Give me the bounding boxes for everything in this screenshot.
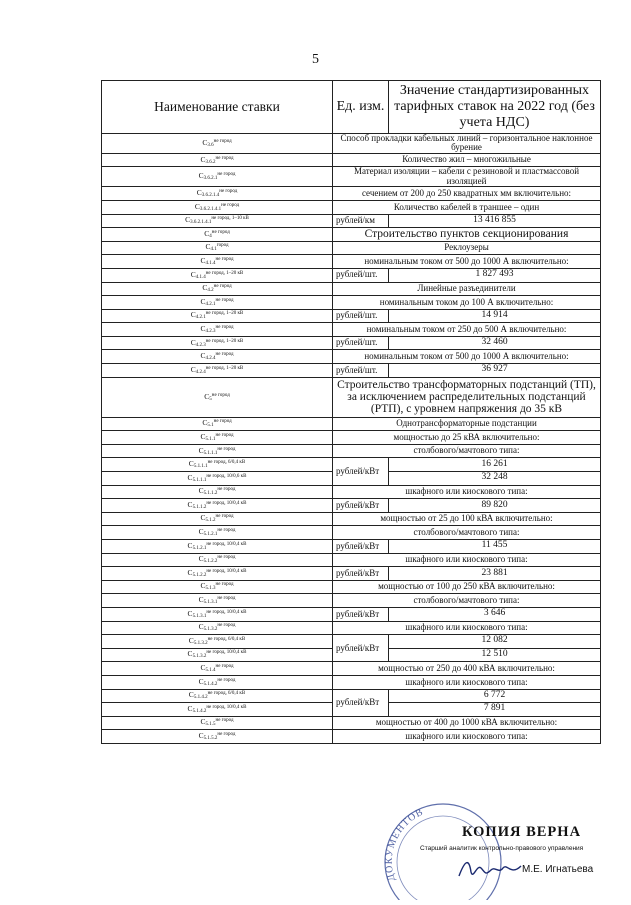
table-row bbox=[102, 458, 601, 472]
rate-value: 12 082 bbox=[389, 635, 601, 649]
rate-code-base: C bbox=[202, 418, 208, 428]
rate-code bbox=[102, 607, 333, 621]
rate-code-base: C bbox=[187, 567, 193, 577]
rate-code bbox=[102, 648, 333, 662]
rate-code-qualifier: не город bbox=[215, 718, 234, 724]
rate-code bbox=[102, 567, 333, 581]
rate-unit: рублей/шт. bbox=[333, 309, 389, 323]
table-row bbox=[102, 526, 601, 540]
rate-unit: рублей/кВт bbox=[333, 689, 389, 716]
rate-code-index: 3.6.2 bbox=[205, 159, 216, 165]
table-row bbox=[102, 153, 601, 167]
rate-code-index: 4 bbox=[209, 233, 212, 239]
rate-code-index: 5.1.4.2 bbox=[192, 708, 207, 714]
rate-code-qualifier: не город, 6/0,4 кВ bbox=[207, 460, 246, 466]
rate-code-qualifier: не город bbox=[217, 172, 236, 178]
table-row bbox=[102, 444, 601, 458]
rate-unit: рублей/шт. bbox=[333, 336, 389, 350]
rate-unit: рублей/км bbox=[333, 214, 389, 228]
rate-code-qualifier: не город, 10/0,4 кВ bbox=[206, 500, 247, 506]
rate-unit: рублей/шт. bbox=[333, 268, 389, 282]
rate-code-index: 4.2.1 bbox=[195, 315, 206, 321]
table-row bbox=[102, 187, 601, 201]
rate-code-index: 5.1.4.2 bbox=[203, 681, 218, 687]
rate-code-base: C bbox=[187, 472, 193, 482]
rate-value: 16 261 bbox=[389, 458, 601, 472]
rate-description: мощностью до 25 кВА включительно: bbox=[333, 431, 601, 445]
rate-code-qualifier: не город bbox=[217, 731, 236, 737]
rate-description: Реклоузеры bbox=[333, 241, 601, 255]
table-row bbox=[102, 200, 601, 214]
rate-code-index: 5.1.3 bbox=[205, 586, 216, 592]
rate-code-base: C bbox=[188, 635, 194, 645]
rate-code-qualifier: не город, 10/0,6 кВ bbox=[206, 473, 247, 479]
rate-code-index: 5 bbox=[209, 396, 212, 402]
rate-code bbox=[102, 214, 333, 228]
rate-code bbox=[102, 228, 333, 242]
copy-stamp-role: Старший аналитик контрольно-правового управления bbox=[420, 845, 584, 852]
table-row bbox=[102, 336, 601, 350]
rate-description: сечением от 200 до 250 квадратных мм включительно: bbox=[333, 187, 601, 201]
rate-code bbox=[102, 282, 333, 296]
rate-code-qualifier: не город, 1–20 кВ bbox=[205, 311, 244, 317]
rate-description: столбового/мачтового типа: bbox=[333, 526, 601, 540]
rate-description: мощностью от 400 до 1000 кВА включительно: bbox=[333, 716, 601, 730]
rate-description: шкафного или киоскового типа: bbox=[333, 621, 601, 635]
rate-code-index: 5.1.3.2 bbox=[193, 640, 208, 646]
rate-code-index: 3.6.2.1.4.1 bbox=[199, 206, 222, 212]
rate-code bbox=[102, 268, 333, 282]
table-row bbox=[102, 214, 601, 228]
rate-code-base: C bbox=[187, 703, 193, 713]
table-row bbox=[102, 621, 601, 635]
table-row bbox=[102, 689, 601, 703]
rate-code-index: 5.1.4.2 bbox=[193, 695, 208, 701]
rate-value: 14 914 bbox=[389, 309, 601, 323]
rate-code-index: 4.1 bbox=[210, 247, 217, 253]
rate-code-index: 5.1.4 bbox=[205, 668, 216, 674]
rate-code bbox=[102, 364, 333, 378]
rate-code bbox=[102, 431, 333, 445]
rate-unit: рублей/кВт bbox=[333, 635, 389, 662]
rate-code bbox=[102, 458, 333, 472]
rate-value: 3 646 bbox=[389, 607, 601, 621]
rate-code-base: C bbox=[202, 283, 208, 293]
rate-code bbox=[102, 512, 333, 526]
rate-value: 23 881 bbox=[389, 567, 601, 581]
rate-code bbox=[102, 635, 333, 649]
rate-description: номинальным током от 500 до 1000 А включительно: bbox=[333, 350, 601, 364]
rate-code-base: C bbox=[204, 391, 210, 401]
rate-code-qualifier: не город, 1–20 кВ bbox=[205, 338, 244, 344]
rate-code-qualifier: не город, 10/0,4 кВ bbox=[206, 568, 247, 574]
table-row bbox=[102, 167, 601, 187]
rate-description: номинальным током до 100 А включительно: bbox=[333, 296, 601, 310]
rate-code-base: C bbox=[205, 242, 211, 252]
rate-unit: рублей/кВт bbox=[333, 458, 389, 485]
table-row bbox=[102, 540, 601, 554]
rate-code bbox=[102, 540, 333, 554]
rate-code-index: 5.1.2.1 bbox=[192, 545, 207, 551]
rate-code-base: C bbox=[200, 581, 206, 591]
table-row bbox=[102, 594, 601, 608]
rate-code-qualifier: не город, 1–10 кВ bbox=[211, 216, 249, 222]
rate-code-qualifier: не город, 6/0,4 кВ bbox=[207, 691, 246, 697]
table-row bbox=[102, 255, 601, 269]
rate-value: 32 460 bbox=[389, 336, 601, 350]
rate-code-base: C bbox=[200, 431, 206, 441]
rate-unit: рублей/кВт bbox=[333, 567, 389, 581]
table-row bbox=[102, 635, 601, 649]
rate-code-base: C bbox=[200, 717, 206, 727]
rate-code-qualifier: не город bbox=[217, 446, 236, 452]
rate-code-base: C bbox=[200, 351, 206, 361]
rate-code-qualifier: не город bbox=[211, 229, 230, 235]
rate-code bbox=[102, 167, 333, 187]
rate-code-index: 4.2.3 bbox=[195, 342, 206, 348]
rate-code bbox=[102, 134, 333, 154]
rate-code-index: 4.1.4 bbox=[205, 260, 216, 266]
rate-code-base: C bbox=[200, 296, 206, 306]
rate-code-index: 5.1.2.1 bbox=[203, 532, 218, 538]
rate-code bbox=[102, 526, 333, 540]
rate-code bbox=[102, 153, 333, 167]
rate-code bbox=[102, 323, 333, 337]
rate-code-qualifier: не город bbox=[213, 284, 232, 290]
copy-stamp-signatory: М.Е. Игнатьева bbox=[522, 864, 594, 875]
rate-value: 13 416 855 bbox=[389, 214, 601, 228]
rate-code-qualifier: не город bbox=[217, 623, 236, 629]
rate-code-qualifier: не город bbox=[219, 189, 238, 195]
rate-code-index: 5.1.5 bbox=[205, 722, 216, 728]
rate-code-base: C bbox=[200, 663, 206, 673]
rate-code-base: C bbox=[198, 171, 204, 181]
rate-code-base: C bbox=[190, 269, 196, 279]
rate-code-base: C bbox=[198, 676, 204, 686]
rate-code bbox=[102, 444, 333, 458]
table-row bbox=[102, 323, 601, 337]
rate-description: столбового/мачтового типа: bbox=[333, 444, 601, 458]
rate-code-index: 5.1.5.2 bbox=[203, 735, 218, 741]
rate-code-qualifier: не город bbox=[215, 514, 234, 520]
rate-code-base: C bbox=[194, 201, 200, 211]
rate-description: шкафного или киоскового типа: bbox=[333, 675, 601, 689]
rate-code bbox=[102, 675, 333, 689]
rate-code-index: 5.1.1 bbox=[205, 436, 216, 442]
table-row bbox=[102, 296, 601, 310]
rate-code bbox=[102, 336, 333, 350]
table-row bbox=[102, 730, 601, 744]
rate-code bbox=[102, 255, 333, 269]
rate-code bbox=[102, 621, 333, 635]
table-row bbox=[102, 377, 601, 417]
rate-code bbox=[102, 689, 333, 703]
rate-value: 11 455 bbox=[389, 540, 601, 554]
rate-code-qualifier: не город bbox=[217, 555, 236, 561]
table-row bbox=[102, 553, 601, 567]
rate-description: мощностью от 100 до 250 кВА включительно: bbox=[333, 580, 601, 594]
rate-description: Строительство пунктов секционирования bbox=[333, 228, 601, 242]
table-header-row bbox=[102, 81, 601, 134]
rate-code bbox=[102, 485, 333, 499]
rate-code bbox=[102, 417, 333, 431]
rate-code bbox=[102, 241, 333, 255]
rate-description: шкафного или киоскового типа: bbox=[333, 485, 601, 499]
rate-code-qualifier: не город bbox=[215, 352, 234, 358]
rate-code-index: 5.1.3.1 bbox=[192, 613, 207, 619]
rate-code bbox=[102, 580, 333, 594]
rate-description: Количество жил – многожильные bbox=[333, 153, 601, 167]
rate-value: 1 827 493 bbox=[389, 268, 601, 282]
rate-code-base: C bbox=[187, 608, 193, 618]
rate-code-index: 4.2 bbox=[207, 288, 214, 294]
rate-code-index: 5.1.1.1 bbox=[193, 464, 208, 470]
rate-code-qualifier: не город bbox=[215, 664, 234, 670]
rate-unit: рублей/кВт bbox=[333, 499, 389, 513]
rate-code-qualifier: не город bbox=[217, 487, 236, 493]
table-row bbox=[102, 485, 601, 499]
tariff-rates-table bbox=[101, 80, 601, 744]
rate-code-qualifier: город bbox=[216, 243, 229, 249]
rate-code bbox=[102, 730, 333, 744]
rate-code-qualifier: не город bbox=[213, 419, 232, 425]
rate-code-qualifier: не город, 1–20 кВ bbox=[205, 270, 244, 276]
rate-description: столбового/мачтового типа: bbox=[333, 594, 601, 608]
rate-value: 36 927 bbox=[389, 364, 601, 378]
rate-code-index: 4.2.3 bbox=[205, 328, 216, 334]
rate-value: 32 248 bbox=[389, 472, 601, 486]
rate-code bbox=[102, 309, 333, 323]
rate-description: Материал изоляции – кабели с резиновой и пластмассовой изоляцией bbox=[333, 167, 601, 187]
table-row bbox=[102, 228, 601, 242]
table-row bbox=[102, 567, 601, 581]
rate-code-base: C bbox=[204, 228, 210, 238]
rate-code-index: 5.1.1.2 bbox=[192, 504, 207, 510]
header-unit: Ед. изм. bbox=[333, 81, 389, 134]
rate-code bbox=[102, 350, 333, 364]
header-rate-name: Наименование ставки bbox=[102, 81, 333, 134]
rate-code-qualifier: не город bbox=[215, 256, 234, 262]
rate-code-qualifier: не город bbox=[213, 138, 232, 144]
rate-code-qualifier: не город, 10/0,4 кВ bbox=[206, 704, 247, 710]
rate-description: номинальным током от 500 до 1000 А включительно: bbox=[333, 255, 601, 269]
rate-description: Строительство трансформаторных подстанций (ТП), за исключением распределительных подстанций (РТП), с уровнем напряжения до 35 кВ bbox=[333, 377, 601, 417]
rate-code-qualifier: не город, 1–20 кВ bbox=[205, 365, 244, 371]
handwritten-signature bbox=[455, 854, 525, 886]
rate-code-index: 5.1.2.2 bbox=[192, 572, 207, 578]
rate-code-qualifier: не город bbox=[217, 677, 236, 683]
table-row bbox=[102, 580, 601, 594]
table-row bbox=[102, 675, 601, 689]
rate-code-base: C bbox=[200, 154, 206, 164]
table-row bbox=[102, 241, 601, 255]
rate-code-index: 5.1.3.1 bbox=[203, 600, 218, 606]
rate-code-qualifier: не город bbox=[221, 202, 240, 208]
rate-code-base: C bbox=[198, 445, 204, 455]
header-value: Значение стандартизированных тарифных ставок на 2022 год (без учета НДС) bbox=[389, 81, 601, 134]
rate-code bbox=[102, 662, 333, 676]
table-row bbox=[102, 282, 601, 296]
rate-description: мощностью от 25 до 100 кВА включительно: bbox=[333, 512, 601, 526]
rate-code-base: C bbox=[190, 310, 196, 320]
rate-code-base: C bbox=[190, 364, 196, 374]
rate-code-base: C bbox=[198, 486, 204, 496]
rate-description: Способ прокладки кабельных линий – горизонтальное наклонное бурение bbox=[333, 134, 601, 154]
seal-round-text: ДОКУМЕНТОВ bbox=[383, 806, 426, 883]
rate-code-index: 4.2.4 bbox=[205, 356, 216, 362]
rate-code-base: C bbox=[187, 649, 193, 659]
rate-code-base: C bbox=[202, 137, 208, 147]
rate-code-base: C bbox=[187, 540, 193, 550]
rate-code bbox=[102, 499, 333, 513]
table-row bbox=[102, 309, 601, 323]
table-row bbox=[102, 512, 601, 526]
rate-code-index: 5.1.1.1 bbox=[192, 477, 207, 483]
rate-description: шкафного или киоскового типа: bbox=[333, 730, 601, 744]
rate-code-base: C bbox=[198, 527, 204, 537]
rate-unit: рублей/шт. bbox=[333, 364, 389, 378]
rate-code-index: 4.2.4 bbox=[195, 369, 206, 375]
rate-description: номинальным током от 250 до 500 А включительно: bbox=[333, 323, 601, 337]
rate-description: шкафного или киоскового типа: bbox=[333, 553, 601, 567]
rate-code bbox=[102, 296, 333, 310]
table-row bbox=[102, 268, 601, 282]
rate-value: 7 891 bbox=[389, 703, 601, 717]
rate-code bbox=[102, 716, 333, 730]
rate-code-index: 5.1 bbox=[207, 423, 214, 429]
table-row bbox=[102, 607, 601, 621]
rate-value: 6 772 bbox=[389, 689, 601, 703]
rate-value: 89 820 bbox=[389, 499, 601, 513]
rate-code-base: C bbox=[200, 513, 206, 523]
rate-description: Линейные разъединители bbox=[333, 282, 601, 296]
rate-code-qualifier: не город bbox=[211, 392, 230, 398]
table-row bbox=[102, 364, 601, 378]
table-row bbox=[102, 431, 601, 445]
rate-unit: рублей/кВт bbox=[333, 540, 389, 554]
rate-code-index: 5.1.3.2 bbox=[192, 654, 207, 660]
copy-stamp-title: КОПИЯ ВЕРНА bbox=[462, 824, 582, 840]
rate-code bbox=[102, 377, 333, 417]
table-row bbox=[102, 350, 601, 364]
rate-code-qualifier: не город, 10/0,4 кВ bbox=[206, 650, 247, 656]
rate-code-index: 5.1.3.2 bbox=[203, 627, 218, 633]
rate-code-index: 3.6 bbox=[207, 142, 214, 148]
rate-code-base: C bbox=[190, 337, 196, 347]
rate-code bbox=[102, 187, 333, 201]
page-number: 5 bbox=[312, 52, 319, 67]
rate-code bbox=[102, 200, 333, 214]
rate-code-qualifier: не город, 10/0,4 кВ bbox=[206, 609, 247, 615]
rate-code-index: 3.6.2.1.4.1 bbox=[190, 220, 212, 226]
rate-code-base: C bbox=[198, 730, 204, 740]
table-row bbox=[102, 662, 601, 676]
rate-unit: рублей/кВт bbox=[333, 607, 389, 621]
table-row bbox=[102, 417, 601, 431]
rate-code-base: C bbox=[187, 499, 193, 509]
rate-code-qualifier: не город bbox=[215, 582, 234, 588]
rate-code bbox=[102, 553, 333, 567]
rate-code-qualifier: не город bbox=[217, 596, 236, 602]
rate-description: мощностью от 250 до 400 кВА включительно: bbox=[333, 662, 601, 676]
rate-code-base: C bbox=[185, 215, 191, 225]
rate-description: Количество кабелей в траншее – один bbox=[333, 200, 601, 214]
rate-code-index: 5.1.1.1 bbox=[203, 450, 218, 456]
rate-code-qualifier: не город bbox=[215, 324, 234, 330]
rate-code bbox=[102, 703, 333, 717]
rate-code bbox=[102, 594, 333, 608]
table-row bbox=[102, 716, 601, 730]
rate-code-qualifier: не город bbox=[215, 432, 234, 438]
rate-code-index: 5.1.1.2 bbox=[203, 491, 218, 497]
rate-code-index: 3.6.2.1.4 bbox=[201, 193, 220, 199]
rate-code-qualifier: не город bbox=[215, 297, 234, 303]
rate-code-base: C bbox=[200, 323, 206, 333]
rate-code bbox=[102, 472, 333, 486]
rate-code-qualifier: не город, 10/0,4 кВ bbox=[206, 541, 247, 547]
rate-value: 12 510 bbox=[389, 648, 601, 662]
rate-code-qualifier: не город bbox=[215, 155, 234, 161]
table-body bbox=[102, 81, 601, 744]
rate-code-base: C bbox=[188, 690, 194, 700]
table-row bbox=[102, 499, 601, 513]
table-row bbox=[102, 134, 601, 154]
rate-description: Однотрансформаторные подстанции bbox=[333, 417, 601, 431]
rate-code-base: C bbox=[200, 255, 206, 265]
rate-code-qualifier: не город, 6/0,4 кВ bbox=[207, 636, 246, 642]
rate-code-base: C bbox=[188, 459, 194, 469]
rate-code-index: 5.1.2 bbox=[205, 518, 216, 524]
rate-code-base: C bbox=[196, 188, 202, 198]
rate-code-index: 3.6.2.1 bbox=[203, 176, 218, 182]
rate-code-qualifier: не город bbox=[217, 528, 236, 534]
rate-code-index: 5.1.2.2 bbox=[203, 559, 218, 565]
rate-code-base: C bbox=[198, 622, 204, 632]
rate-code-base: C bbox=[198, 595, 204, 605]
rate-code-index: 4.1.4 bbox=[195, 274, 206, 280]
rate-code-base: C bbox=[198, 554, 204, 564]
rate-code-index: 4.2.1 bbox=[205, 301, 216, 307]
